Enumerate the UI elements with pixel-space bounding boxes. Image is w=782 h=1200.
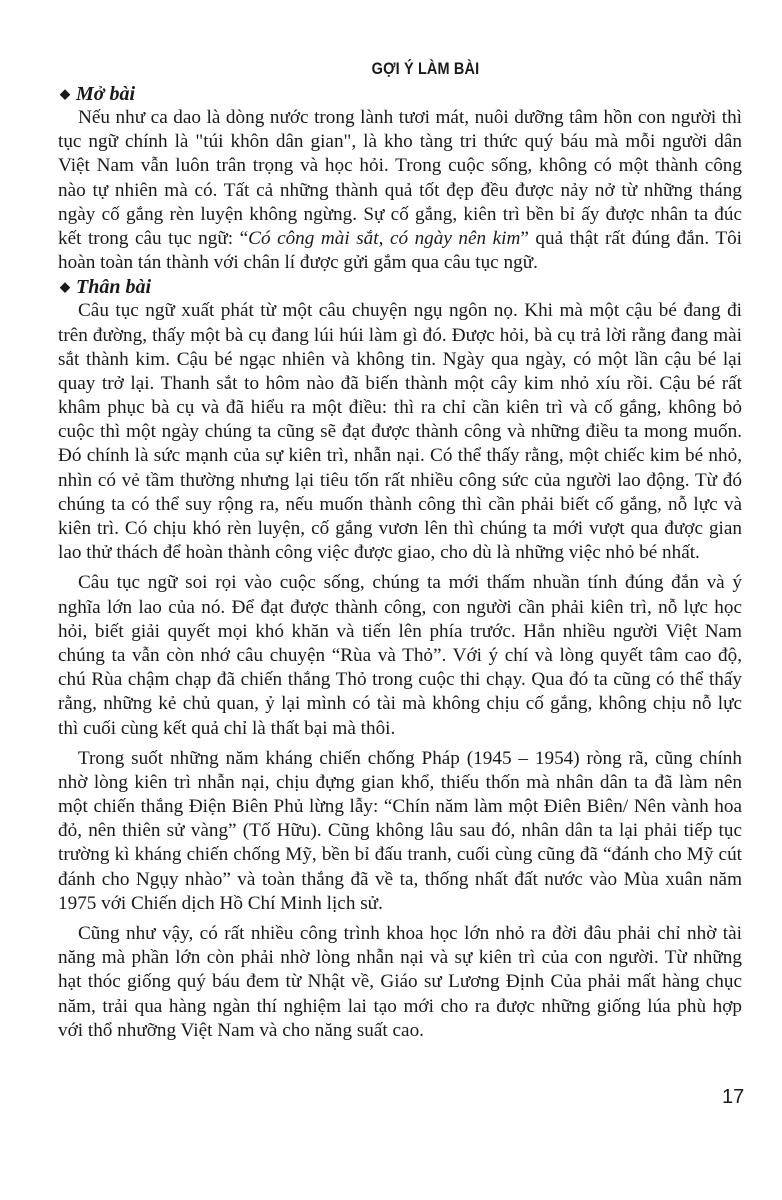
text-line: Câu tục ngữ soi rọi vào cuộc sống, chúng ta mới thấm nhuần tính đúng đắn và ý — [78, 572, 742, 594]
diamond-bullet-icon: ◆ — [60, 86, 70, 101]
paragraph — [58, 106, 742, 275]
text-line: 1975 với Chiến dịch Hồ Chí Minh lịch sử. — [58, 892, 383, 914]
text-line: Đó chính là sức mạnh của sự kiên trì, nhẫn nại. Có thể thấy rằng, một chiếc kim bé nhỏ, — [58, 445, 742, 467]
text-line: năng mà phần lớn còn phải nhờ lòng nhẫn nại và sự kiên trì của con người. Từ những — [58, 947, 742, 969]
text-line: hạt thóc giống quý báu đem từ Nhật về, Giáo sư Lương Định Của phải mất hàng chục — [58, 971, 742, 993]
diamond-bullet-icon: ◆ — [60, 279, 70, 295]
text-line: Việt Nam vẫn luôn trân trọng và học hỏi. Trong cuộc sống, không có một thành công — [58, 155, 742, 177]
text-line: một chiến thắng Điện Biên Phủ lừng lẫy: “Chín năm làm một Điên Biên/ Nên vành hoa — [58, 796, 742, 818]
page-title: GỢI Ý LÀM BÀI — [371, 59, 480, 78]
text-line: khâm phục bà cụ và đã hiểu ra một điều: thì ra chỉ cần kiên trì và cố gắng, không bỏ — [58, 397, 742, 419]
text-line: quay trở lại. Thanh sắt to hôm nào đã biến thành một cây kim nhỏ xíu rồi. Cậu bé rất — [58, 372, 742, 394]
section-heading-text: Thân bài — [76, 276, 152, 299]
text-line: đánh cho Ngụy nhào” và toàn thắng đã về ta, thống nhất đất nước vào Mùa xuân năm — [58, 868, 742, 890]
text-line: cuộc thì một ngày chúng ta cũng sẽ đạt được thành công và những điều ta mong muốn. — [58, 421, 742, 443]
text-line: ngày cố gắng rèn luyện không ngừng. Sự cố gắng, kiên trì bền bỉ ấy được nhân ta đúc — [58, 203, 742, 225]
text-line: chúng ta có thể suy rộng ra, nếu muốn thành công thì cần phải biết cố gắng, nỗ lực và — [58, 493, 742, 515]
text-line: Nếu như ca dao là dòng nước trong lành tươi mát, nuôi dưỡng tâm hồn con người thì — [78, 107, 742, 128]
section-heading — [58, 82, 742, 106]
text-line: Trong suốt những năm kháng chiến chống Pháp (1945 – 1954) ròng rã, cũng chính — [78, 747, 742, 769]
paragraph — [58, 571, 742, 740]
text-line: hỏi, biết giải quyết mọi khó khăn và tiến lên phía trước. Hẳn nhiều người Việt Nam — [58, 620, 742, 642]
text-line: nghĩa lớn lao của nó. Để đạt được thành công, con người cần phải kiên trì, nỗ lực học — [58, 596, 742, 618]
text-line: sắt thành kim. Cậu bé ngạc nhiên và không tin. Ngày qua ngày, có một lần cậu bé lại — [58, 348, 742, 370]
text-line: trường kì kháng chiến chống Mỹ, bền bỉ đấu tranh, cuối cùng cũng đã “đánh cho Mỹ cút — [58, 844, 742, 866]
text-line: chúng ta vẫn còn nhớ câu chuyện “Rùa và Thỏ”. Với ý chí và lòng quyết tâm cao độ, — [58, 644, 742, 666]
paragraph — [58, 747, 742, 916]
text-line: năm, trải qua hàng ngàn thí nghiệm lai tạo mới cho ra được những giống lúa phù hợp — [58, 995, 742, 1017]
text-line: trên đường, thấy một bà cụ đang lúi húi làm gì đó. Được hỏi, bà cụ trả lời rằng đang mài — [58, 324, 742, 346]
paragraph — [58, 922, 742, 1043]
text-line: đỏ, nên thiên sử vàng” (Tố Hữu). Cũng không lâu sau đó, nhân dân ta lại phải tiếp tục — [58, 820, 742, 842]
document-body — [58, 82, 742, 1043]
text-line: kiên trì. Có chịu khó rèn luyện, cố gắng vươn lên thì chúng ta mới vượt qua được gian — [58, 518, 742, 539]
paragraph — [58, 299, 742, 565]
proverb-quote: Có công mài sắt, có ngày nên kim — [248, 227, 521, 249]
text-line: chú Rùa chậm chạp đã chiến thắng Thỏ trong cuộc thi chạy. Qua đó ta cũng có thể thấy — [58, 669, 742, 691]
text-line: Cũng như vậy, có rất nhiều công trình khoa học lớn nhỏ ra đời đâu phải chỉ nhờ tài — [78, 923, 742, 944]
text-line: nào tự nhiên mà có. Tất cả những thành quả tốt đẹp đều được nảy nở từ những tháng — [58, 179, 742, 201]
text-line: tục ngữ chính là "túi khôn dân gian", là kho tàng tri thức quý báu mà mỗi người dân — [58, 131, 742, 153]
text-line: thì cuối cùng kết quả chỉ là thất bại mà thôi. — [58, 717, 396, 739]
text-line: hoàn toàn tán thành với chân lí được gửi gắm qua câu tục ngữ. — [58, 252, 538, 274]
text-line: kết trong câu tục ngữ: “Có công mài sắt, có ngày nên kim” quả thật rất đúng đắn. Tôi — [58, 227, 742, 249]
text-line: với thổ nhưỡng Việt Nam và cho năng suất cao. — [58, 1019, 424, 1041]
text-line: Câu tục ngữ xuất phát từ một câu chuyện ngụ ngôn nọ. Khi mà một cậu bé đang đi — [78, 300, 742, 322]
section-heading — [58, 275, 742, 299]
text-line: lao thử thách để hoàn thành công việc được giao, cho dù là những việc nhỏ bé nhất. — [58, 542, 700, 564]
text-line: nhờ lòng kiên trì nhẫn nại, chịu đựng gian khổ, thiếu thốn mà nhân dân ta đã làm nên — [58, 771, 742, 793]
page-number: 17 — [722, 1086, 745, 1108]
text-line: rằng, những kẻ chủ quan, ỷ lại mình có tài mà không chịu cố gắng, không chịu nỗ lực — [58, 693, 742, 715]
text-line: nhìn có vẻ tầm thường nhưng lại tiêu tốn rất nhiều công sức của người lao động. Từ đó — [58, 469, 742, 491]
document-page — [58, 56, 742, 1043]
section-heading-text: Mở bài — [76, 83, 136, 105]
